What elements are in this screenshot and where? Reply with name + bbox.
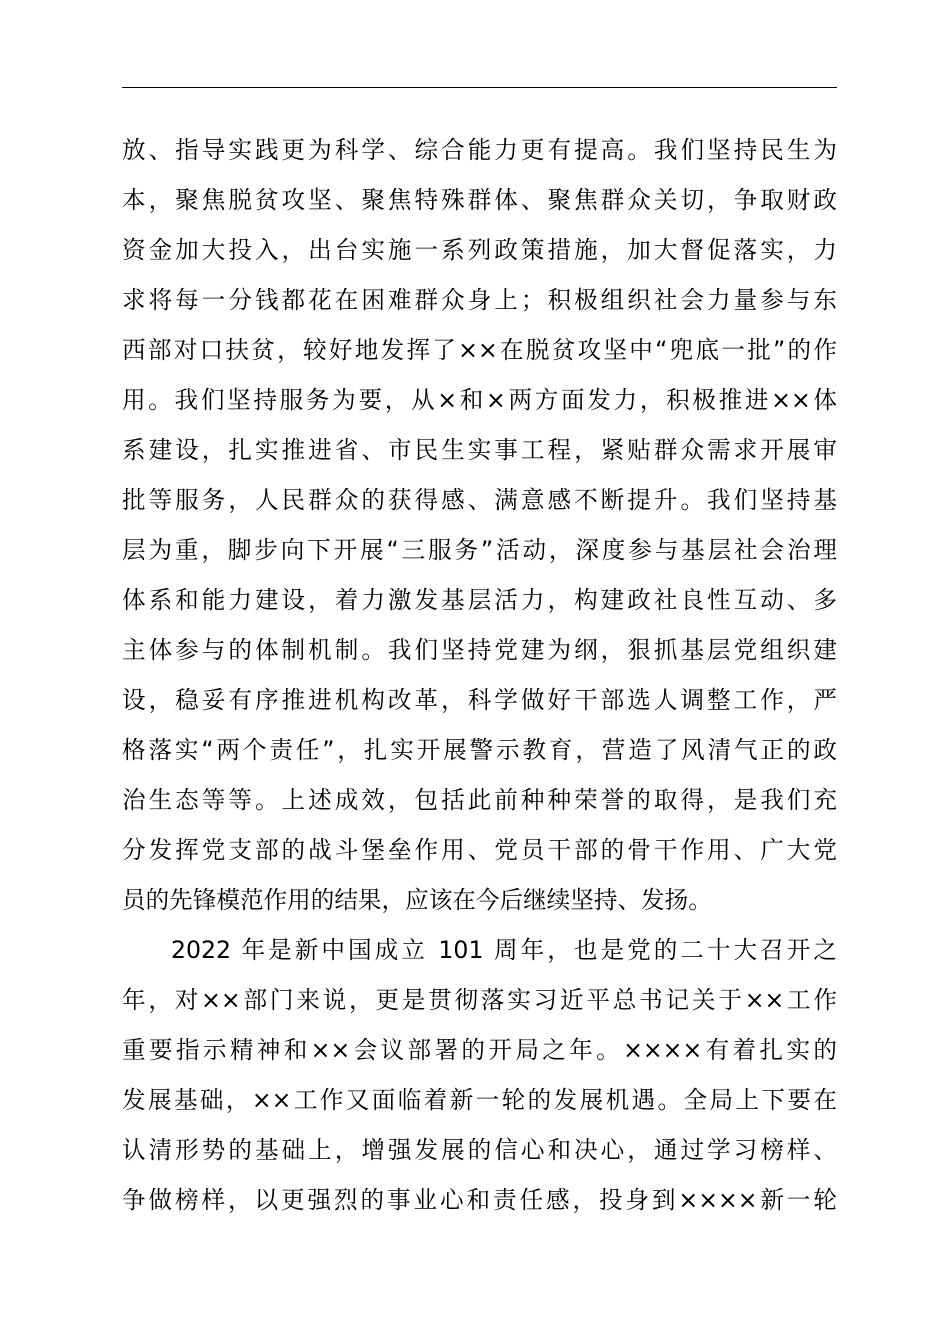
text-line: 系建设，扎实推进省、市民生实事工程，紧贴群众需求开展审 (122, 436, 837, 464)
text-line: 本，聚焦脱贫攻坚、聚焦特殊群体、聚焦群众关切，争取财政 (122, 186, 837, 214)
text-line: 体系和能力建设，着力激发基层活力，构建政社良性互动、多 (122, 586, 837, 614)
paragraph (122, 925, 837, 1225)
text-line: 放、指导实践更为科学、综合能力更有提高。我们坚持民生为 (122, 136, 837, 164)
text-line: 员的先锋模范作用的结果，应该在今后继续坚持、发扬。 (122, 886, 712, 914)
text-line: 年，对××部门来说，更是贯彻落实习近平总书记关于××工作 (122, 986, 837, 1014)
text-line: 批等服务，人民群众的获得感、满意感不断提升。我们坚持基 (122, 486, 837, 514)
header-rule (122, 87, 837, 88)
text-line: 2022 年是新中国成立 101 周年，也是党的二十大召开之 (171, 936, 837, 964)
text-line: 资金加大投入，出台实施一系列政策措施，加大督促落实，力 (122, 236, 837, 264)
text-line: 重要指示精神和××会议部署的开局之年。××××有着扎实的 (122, 1036, 837, 1064)
text-line: 认清形势的基础上，增强发展的信心和决心，通过学习榜样、 (122, 1136, 837, 1164)
paragraph (122, 125, 837, 925)
text-line: 治生态等等。上述成效，包括此前种种荣誉的取得，是我们充 (122, 786, 837, 814)
text-line: 主体参与的体制机制。我们坚持党建为纲，狠抓基层党组织建 (122, 636, 837, 664)
text-line: 格落实“两个责任”，扎实开展警示教育，营造了风清气正的政 (122, 736, 837, 764)
text-line: 分发挥党支部的战斗堡垒作用、党员干部的骨干作用、广大党 (122, 836, 837, 864)
text-line: 争做榜样，以更强烈的事业心和责任感，投身到××××新一轮 (122, 1186, 837, 1214)
text-line: 层为重，脚步向下开展“三服务”活动，深度参与基层社会治理 (122, 536, 837, 564)
text-line: 设，稳妥有序推进机构改革，科学做好干部选人调整工作，严 (122, 686, 837, 714)
text-line: 发展基础，××工作又面临着新一轮的发展机遇。全局上下要在 (122, 1086, 837, 1114)
body-text (122, 125, 837, 1225)
text-line: 求将每一分钱都花在困难群众身上；积极组织社会力量参与东 (122, 286, 837, 314)
text-line: 用。我们坚持服务为要，从×和×两方面发力，积极推进××体 (122, 386, 837, 414)
text-line: 西部对口扶贫，较好地发挥了××在脱贫攻坚中“兜底一批”的作 (122, 336, 837, 364)
